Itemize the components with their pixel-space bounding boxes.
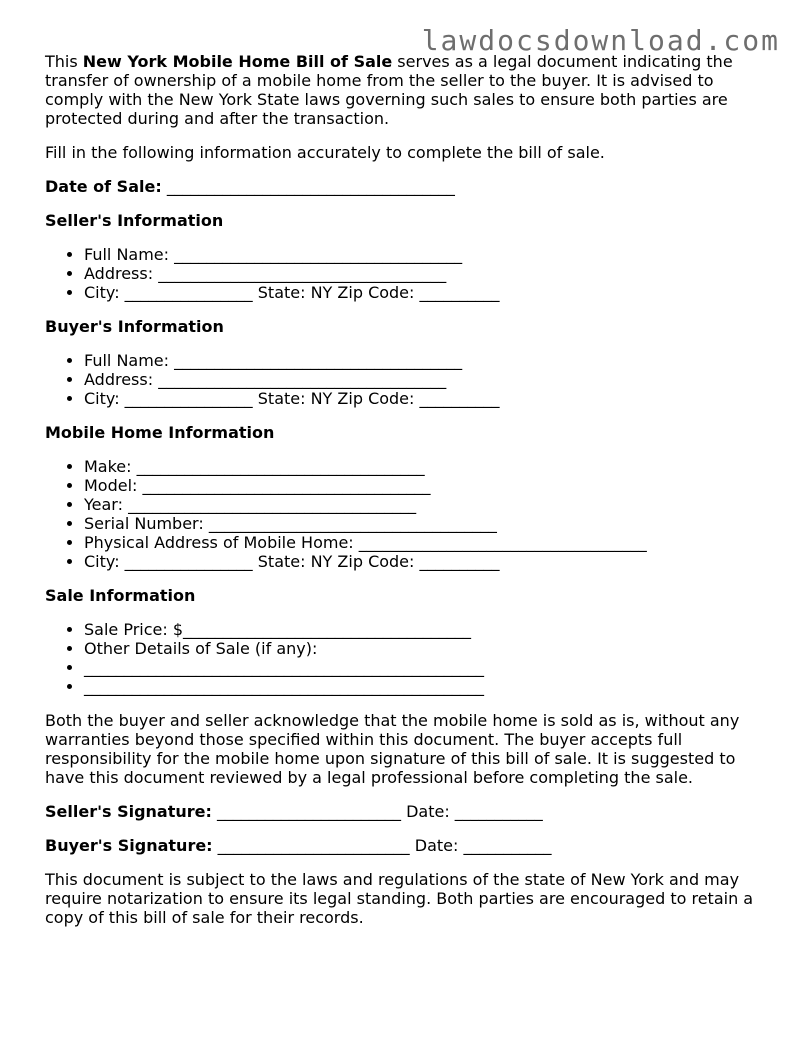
sale-blank-line-1: • __________________________________________________ <box>84 658 765 677</box>
sale-blank-line-2: • __________________________________________________ <box>84 677 765 696</box>
mobile-home-address: • Physical Address of Mobile Home: ____________________________________ <box>84 533 765 552</box>
mobile-home-make: • Make: ____________________________________ <box>84 457 765 476</box>
closing-paragraph: This document is subject to the laws and regulations of the state of New York and may require notarization to ensure its legal standing. Both parties are encouraged to retain a copy of this bill of sale for their records. <box>45 870 754 927</box>
buyer-list <box>45 351 765 408</box>
sale-other-details: • Other Details of Sale (if any): <box>84 639 765 658</box>
fill-instruction: Fill in the following information accurately to complete the bill of sale. <box>45 143 605 162</box>
seller-signature-label: Seller's Signature: <box>45 802 212 821</box>
buyer-address: • Address: ____________________________________ <box>84 370 765 389</box>
buyer-signature-line <box>45 836 765 855</box>
date-of-sale-field <box>45 177 765 196</box>
watermark: lawdocsdownload.com <box>421 24 780 57</box>
document-body <box>45 52 765 942</box>
buyer-heading: Buyer's Information <box>45 317 224 336</box>
mobile-home-serial: • Serial Number: ____________________________________ <box>84 514 765 533</box>
acknowledgement-paragraph: Both the buyer and seller acknowledge that the mobile home is sold as is, without any warranties beyond those specified within this document. The buyer accepts full responsibility for the mobile home upon signature of this bill of sale. It is suggested to have this document reviewed by a legal professional before completing the sale. <box>45 711 740 787</box>
intro-prefix: This <box>45 52 83 71</box>
seller-signature-blank: _______________________ Date: ___________ <box>211 802 543 821</box>
date-of-sale-blank: ____________________________________ <box>166 177 455 196</box>
buyer-signature-label: Buyer's Signature: <box>45 836 213 855</box>
seller-list <box>45 245 765 302</box>
seller-signature-line <box>45 802 765 821</box>
mobile-home-model: • Model: ____________________________________ <box>84 476 765 495</box>
buyer-signature-blank: ________________________ Date: ___________ <box>212 836 552 855</box>
mobile-home-list <box>45 457 765 571</box>
intro-suffix: serves as a legal document indicating the transfer of ownership of a mobile home from the seller to the buyer. It is advised to comply with the New York State laws governing such sales to ensure both parties are protected during and after the transaction. <box>45 52 733 128</box>
buyer-full-name: • Full Name: ____________________________________ <box>84 351 765 370</box>
seller-address: • Address: ____________________________________ <box>84 264 765 283</box>
buyer-city: • City: ________________ State: NY Zip Code: __________ <box>84 389 765 408</box>
seller-full-name: • Full Name: ____________________________________ <box>84 245 765 264</box>
mobile-home-heading: Mobile Home Information <box>45 423 275 442</box>
mobile-home-city: • City: ________________ State: NY Zip Code: __________ <box>84 552 765 571</box>
sale-price: • Sale Price: $____________________________________ <box>84 620 765 639</box>
sale-heading: Sale Information <box>45 586 196 605</box>
date-of-sale-label: Date of Sale: <box>45 177 162 196</box>
sale-list <box>45 620 765 696</box>
document-title: New York Mobile Home Bill of Sale <box>82 52 393 71</box>
seller-city: • City: ________________ State: NY Zip Code: __________ <box>84 283 765 302</box>
intro-paragraph <box>45 52 765 128</box>
mobile-home-year: • Year: ____________________________________ <box>84 495 765 514</box>
seller-heading: Seller's Information <box>45 211 224 230</box>
